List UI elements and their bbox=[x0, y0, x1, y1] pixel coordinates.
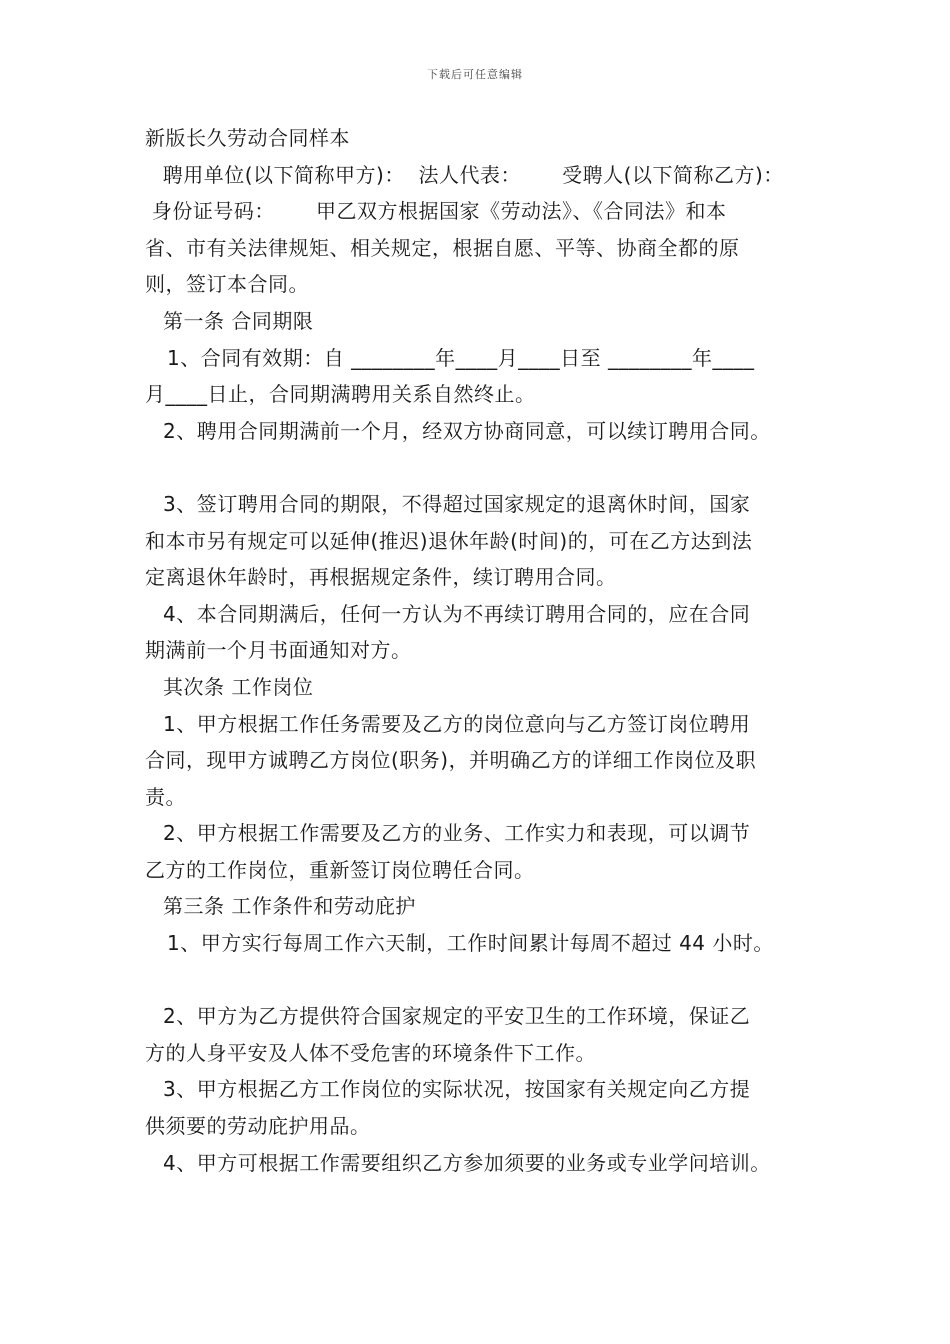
clause-line: 2、甲方为乙方提供符合国家规定的平安卫生的工作环境，保证乙 bbox=[163, 1004, 751, 1029]
clause-line: 合同，现甲方诚聘乙方岗位(职务)，并明确乙方的详细工作岗位及职 bbox=[145, 748, 757, 773]
document-title: 新版长久劳动合同样本 bbox=[145, 126, 350, 150]
clause-line: 乙方的工作岗位，重新签订岗位聘任合同。 bbox=[145, 857, 535, 882]
section-heading: 第一条 合同期限 bbox=[163, 308, 314, 333]
clause-line: 4、本合同期满后，任何一方认为不再续订聘用合同的，应在合同 bbox=[163, 601, 751, 626]
clause-line: 定离退休年龄时，再根据规定条件，续订聘用合同。 bbox=[145, 565, 617, 590]
clause-line: 2、聘用合同期满前一个月，经双方协商同意，可以续订聘用合同。 bbox=[163, 418, 771, 443]
section-heading: 其次条 工作岗位 bbox=[163, 674, 314, 699]
clause-line: 1、甲方根据工作任务需要及乙方的岗位意向与乙方签订岗位聘用 bbox=[163, 711, 751, 736]
page-header-note: 下载后可任意编辑 bbox=[427, 68, 523, 81]
clause-line: 月____日止，合同期满聘用关系自然终止。 bbox=[145, 382, 536, 407]
contract-paragraph: 身份证号码： 甲乙双方根据国家《劳动法》、《合同法》和本 bbox=[145, 199, 727, 224]
clause-line: 和本市另有规定可以延伸(推迟)退休年龄(时间)的，可在乙方达到法 bbox=[145, 528, 753, 553]
clause-line: 1、甲方实行每周工作六天制，工作时间累计每周不超过 44 小时。 bbox=[167, 931, 774, 956]
clause-line: 方的人身平安及人体不受危害的环境条件下工作。 bbox=[145, 1040, 596, 1065]
clause-line: 3、甲方根据乙方工作岗位的实际状况，按国家有关规定向乙方提 bbox=[163, 1077, 751, 1102]
contract-body bbox=[145, 120, 835, 1181]
section-heading: 第三条 工作条件和劳动庇护 bbox=[163, 894, 416, 919]
clause-line: 责。 bbox=[145, 784, 186, 809]
clause-line: 2、甲方根据工作需要及乙方的业务、工作实力和表现，可以调节 bbox=[163, 821, 751, 846]
clause-line: 3、签订聘用合同的期限，不得超过国家规定的退离休时间，国家 bbox=[163, 491, 751, 516]
clause-line: 1、合同有效期：自 ________年____月____日至 ________年____ bbox=[167, 345, 755, 370]
contract-parties: 聘用单位(以下简称甲方)： 法人代表： 受聘人(以下简称乙方)： bbox=[149, 162, 784, 187]
clause-line: 4、甲方可根据工作需要组织乙方参加须要的业务或专业学问培训。 bbox=[163, 1150, 771, 1175]
contract-paragraph: 则，签订本合同。 bbox=[145, 272, 309, 297]
clause-line: 供须要的劳动庇护用品。 bbox=[145, 1114, 371, 1139]
clause-line: 期满前一个月书面通知对方。 bbox=[145, 638, 412, 663]
contract-paragraph: 省、市有关法律规矩、相关规定，根据自愿、平等、协商全都的原 bbox=[145, 235, 740, 260]
